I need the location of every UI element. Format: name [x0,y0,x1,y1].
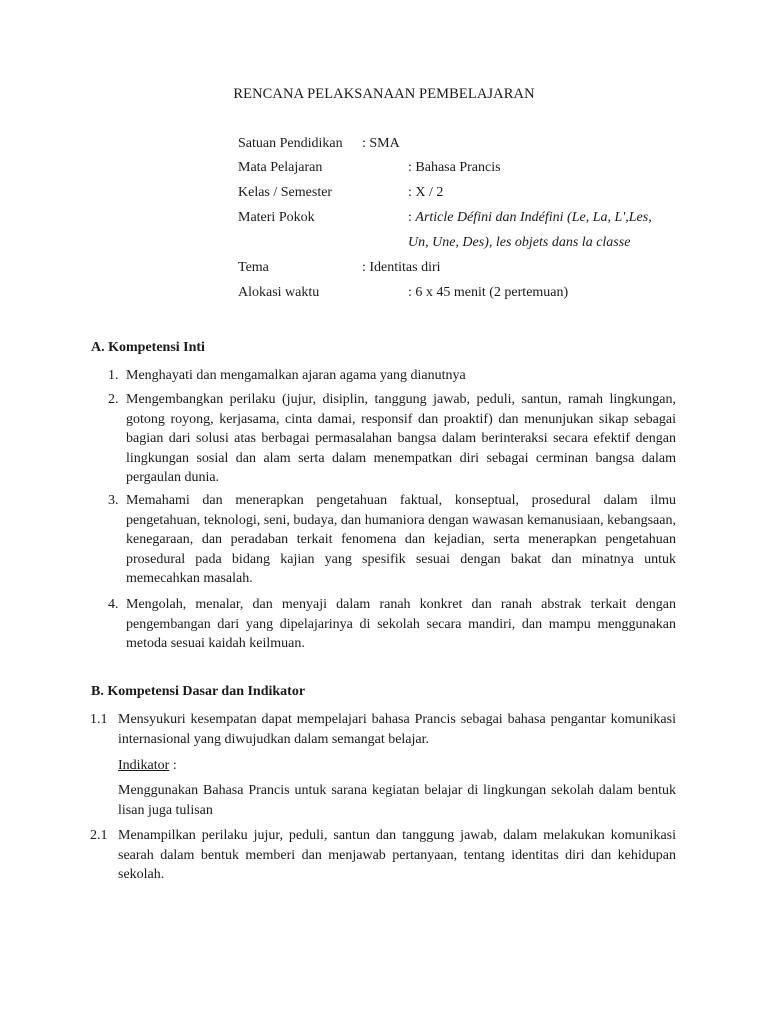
info-value-line1: Article Défini dan Indéfini (Le, La, L',Les, [415,210,652,225]
indikator-heading [118,756,177,776]
indikator-colon: : [172,758,177,773]
section-a-heading: A. Kompetensi Inti [91,340,205,355]
info-row-materi-cont [238,233,678,253]
list-number: 3. [108,493,119,508]
info-value: : Bahasa Prancis [408,160,501,175]
info-value: : Identitas diri [362,260,441,275]
info-label: Materi Pokok [238,210,315,225]
info-label: Satuan Pendidikan [238,136,343,151]
list-text: Mengembangkan perilaku (jujur, disiplin, tanggung jawab, peduli, santun, ramah lingkungan, gotong royong, kerjasama, cinta damai, responsif dan proaktif) dan menunjukan sikap sebagai bagian dari solusi atas berbagai permasalahan bangsa dalam berinteraksi secara efektif dengan lingkungan sosial dan alam serta dalam menempatkan diri sebagai cerminan bangsa dalam pergaulan dunia. [126,392,676,486]
info-value-line2: Un, Une, Des), les objets dans la classe [408,235,631,250]
kd-item-1-1 [90,710,676,749]
document-title: RENCANA PELAKSANAAN PEMBELAJARAN [233,86,535,102]
info-label: Mata Pelajaran [238,160,323,175]
list-item [108,390,676,488]
info-row-alokasi [238,283,678,303]
info-label: Tema [238,260,269,275]
info-value: : X / 2 [408,185,444,200]
section-b-heading: B. Kompetensi Dasar dan Indikator [91,684,306,699]
kd-number: 2.1 [90,828,108,843]
kd-number: 1.1 [90,712,108,727]
list-text: Memahami dan menerapkan pengetahuan faktual, konseptual, prosedural dalam ilmu pengetahuan, teknologi, seni, budaya, dan humaniora dengan wawasan kemanusiaan, kebangsaan, kenegaraan, dan peradaban terkait fenomena dan kejadian, serta menerapkan pengetahuan prosedural pada bidang kajian yang spesifik sesuai dengan bakat dan minatnya untuk memecahkan masalah. [126,493,676,587]
info-row-tema [238,258,678,278]
indikator-label: Indikator [118,758,170,773]
kd-item-2-1 [90,826,676,885]
list-number: 4. [108,597,119,612]
list-number: 2. [108,392,119,407]
indikator-text: Menggunakan Bahasa Prancis untuk sarana kegiatan belajar di lingkungan sekolah dalam bentuk lisan juga tulisan [118,783,676,818]
info-value-prefix: : [408,210,416,225]
info-row-mapel [238,158,678,178]
kd-text: Menampilkan perilaku jujur, peduli, santun dan tanggung jawab, dalam melakukan komunikasi searah dalam bentuk memberi dan menjawab pertanyaan, tentang identitas diri dan kehidupan sekolah. [118,828,676,883]
list-item [108,595,676,654]
info-label: Kelas / Semester [238,185,333,200]
list-text: Menghayati dan mengamalkan ajaran agama yang dianutnya [126,368,466,383]
list-item [108,491,676,589]
info-label: Alokasi waktu [238,285,320,300]
info-row-materi [238,208,678,228]
list-item [108,366,676,386]
info-value: : 6 x 45 menit (2 pertemuan) [408,285,569,300]
info-value [408,208,652,228]
info-row-kelas [238,183,678,203]
list-text: Mengolah, menalar, dan menyaji dalam ranah konkret dan ranah abstrak terkait dengan pengembangan dari yang dipelajarinya di sekolah secara mandiri, dan mampu menggunakan metoda sesuai kaidah keilmuan. [126,597,676,652]
info-value: : SMA [362,136,400,151]
list-number: 1. [108,368,119,383]
info-row-satuan [238,134,678,154]
kd-text: Mensyukuri kesempatan dapat mempelajari bahasa Prancis sebagai bahasa pengantar komunikasi internasional yang diwujudkan dalam semangat belajar. [118,712,676,747]
